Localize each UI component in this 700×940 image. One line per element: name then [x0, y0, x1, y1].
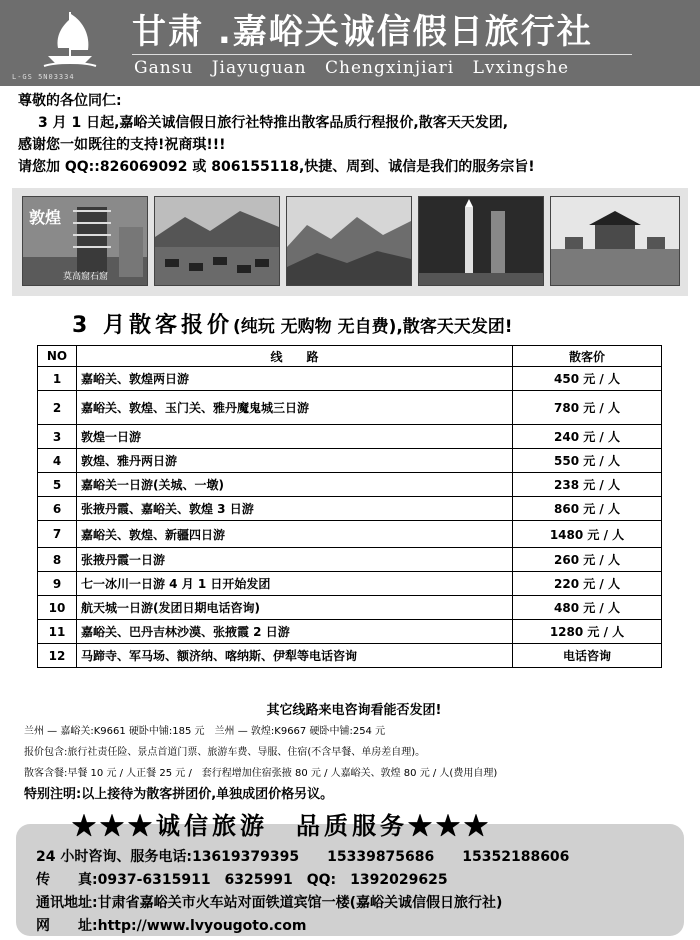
row-no: 10 — [38, 596, 77, 620]
row-no: 12 — [38, 644, 77, 668]
row-route: 嘉峪关、巴丹吉林沙漠、张掖霞 2 日游 — [77, 620, 513, 644]
greeting: 尊敬的各位同仁: — [18, 93, 122, 109]
intro-line-3: 请您加 QQ::826069092 或 806155118,快捷、周到、诚信是我们的服务宗旨! — [18, 159, 535, 175]
subtitle-rest: (纯玩 无购物 无自费),散客天天发团! — [232, 317, 513, 337]
row-no: 11 — [38, 620, 77, 644]
price-subtitle — [72, 308, 513, 339]
photo-caption-sub: 莫高窟石窟 — [63, 272, 109, 282]
row-no: 5 — [38, 473, 77, 497]
sailboat-logo-icon — [40, 8, 100, 70]
table-row — [38, 572, 662, 596]
table-row — [38, 367, 662, 391]
row-price: 550 元 / 人 — [513, 449, 662, 473]
notes-section — [24, 700, 684, 805]
row-route: 敦煌、雅丹两日游 — [77, 449, 513, 473]
row-route: 嘉峪关、敦煌、玉门关、雅丹魔鬼城三日游 — [77, 391, 513, 425]
intro-line-2: 感谢您一如既往的支持!祝商琪!!! — [18, 137, 226, 153]
subtitle-main: 3 月散客报价 — [72, 313, 233, 338]
row-route: 七一冰川一日游 4 月 1 日开始发团 — [77, 572, 513, 596]
row-no: 2 — [38, 391, 77, 425]
row-price: 240 元 / 人 — [513, 425, 662, 449]
header-price: 散客价 — [513, 346, 662, 367]
header-route: 线 路 — [77, 346, 513, 367]
row-price: 1280 元 / 人 — [513, 620, 662, 644]
row-no: 7 — [38, 521, 77, 548]
row-price: 238 元 / 人 — [513, 473, 662, 497]
row-no: 3 — [38, 425, 77, 449]
header-banner — [0, 0, 700, 86]
table-row — [38, 644, 662, 668]
contact-panel — [16, 811, 684, 936]
dunhuang-pagoda-photo — [22, 196, 148, 286]
row-route: 嘉峪关、敦煌、新疆四日游 — [77, 521, 513, 548]
agency-title: 甘肃 .嘉峪关诚信假日旅行社 — [132, 12, 593, 52]
title-divider — [132, 54, 632, 55]
header-no: NO — [38, 346, 77, 367]
intro-line-1: 3 月 1 日起,嘉峪关诚信假日旅行社特推出散客品质行程报价,散客天天发团, — [38, 115, 509, 131]
table-row — [38, 391, 662, 425]
fax-line: 传 真:0937-6315911 6325991 QQ: 1392029625 — [36, 872, 448, 888]
row-route: 嘉峪关一日游(关城、一墩) — [77, 473, 513, 497]
slogan: ★★★诚信旅游 品质服务★★★ — [72, 811, 492, 840]
table-row — [38, 620, 662, 644]
row-route: 张掖丹霞、嘉峪关、敦煌 3 日游 — [77, 497, 513, 521]
horses-photo — [154, 196, 280, 286]
address-line: 通讯地址:甘肃省嘉峪关市火车站对面铁道宾馆一楼(嘉峪关诚信假日旅行社) — [36, 895, 503, 911]
row-price: 780 元 / 人 — [513, 391, 662, 425]
license-number: L-GS 5N03334 — [12, 73, 75, 81]
row-route: 航天城一日游(发团日期电话咨询) — [77, 596, 513, 620]
row-price: 860 元 / 人 — [513, 497, 662, 521]
table-row — [38, 548, 662, 572]
table-body — [38, 367, 662, 668]
website-link[interactable]: 网 址:http://www.lvyougoto.com — [36, 918, 307, 934]
photo-caption-title: 敦煌 — [29, 208, 62, 227]
table-row — [38, 473, 662, 497]
row-route: 敦煌一日游 — [77, 425, 513, 449]
row-route: 张掖丹霞一日游 — [77, 548, 513, 572]
special-note: 特别注明:以上接待为散客拼团价,单独成团价格另议。 — [24, 787, 334, 802]
photo-strip — [12, 188, 688, 296]
table-row — [38, 425, 662, 449]
phone-line: 24 小时咨询、服务电话:13619379395 15339875686 15352188606 — [36, 849, 570, 865]
jiayuguan-fort-photo — [550, 196, 680, 286]
row-route: 嘉峪关、敦煌两日游 — [77, 367, 513, 391]
row-no: 6 — [38, 497, 77, 521]
row-price: 450 元 / 人 — [513, 367, 662, 391]
row-price: 260 元 / 人 — [513, 548, 662, 572]
danxia-landform-photo — [286, 196, 412, 286]
row-route: 马蹄寺、军马场、额济纳、喀纳斯、伊犁等电话咨询 — [77, 644, 513, 668]
train-info: 兰州 — 嘉峪关:K9661 硬卧中铺:185 元 兰州 — 敦煌:K9667 硬卧中铺:254 元 — [24, 726, 386, 737]
meal-info: 散客含餐:早餐 10 元 / 人正餐 25 元 / 套行程增加住宿张掖 80 元 / 人嘉峪关、敦煌 80 元 / 人(费用自理) — [24, 768, 498, 779]
row-no: 4 — [38, 449, 77, 473]
row-no: 9 — [38, 572, 77, 596]
row-price: 480 元 / 人 — [513, 596, 662, 620]
row-price: 1480 元 / 人 — [513, 521, 662, 548]
table-row — [38, 449, 662, 473]
other-routes-note: 其它线路来电咨询看能否发团! — [266, 703, 442, 718]
row-no: 8 — [38, 548, 77, 572]
rocket-launch-photo — [418, 196, 544, 286]
row-no: 1 — [38, 367, 77, 391]
price-includes: 报价包含:旅行社责任险、景点首道门票、旅游车费、导服、住宿(不含早餐、单房差自理)。 — [24, 747, 426, 758]
intro-text — [18, 90, 688, 178]
row-price: 220 元 / 人 — [513, 572, 662, 596]
table-row — [38, 497, 662, 521]
row-price: 电话咨询 — [513, 644, 662, 668]
route-price-table — [37, 345, 662, 668]
table-row — [38, 521, 662, 548]
agency-title-pinyin: Gansu Jiayuguan Chengxinjiari Lvxingshe — [134, 58, 570, 78]
table-row — [38, 596, 662, 620]
table-header-row — [38, 346, 662, 367]
